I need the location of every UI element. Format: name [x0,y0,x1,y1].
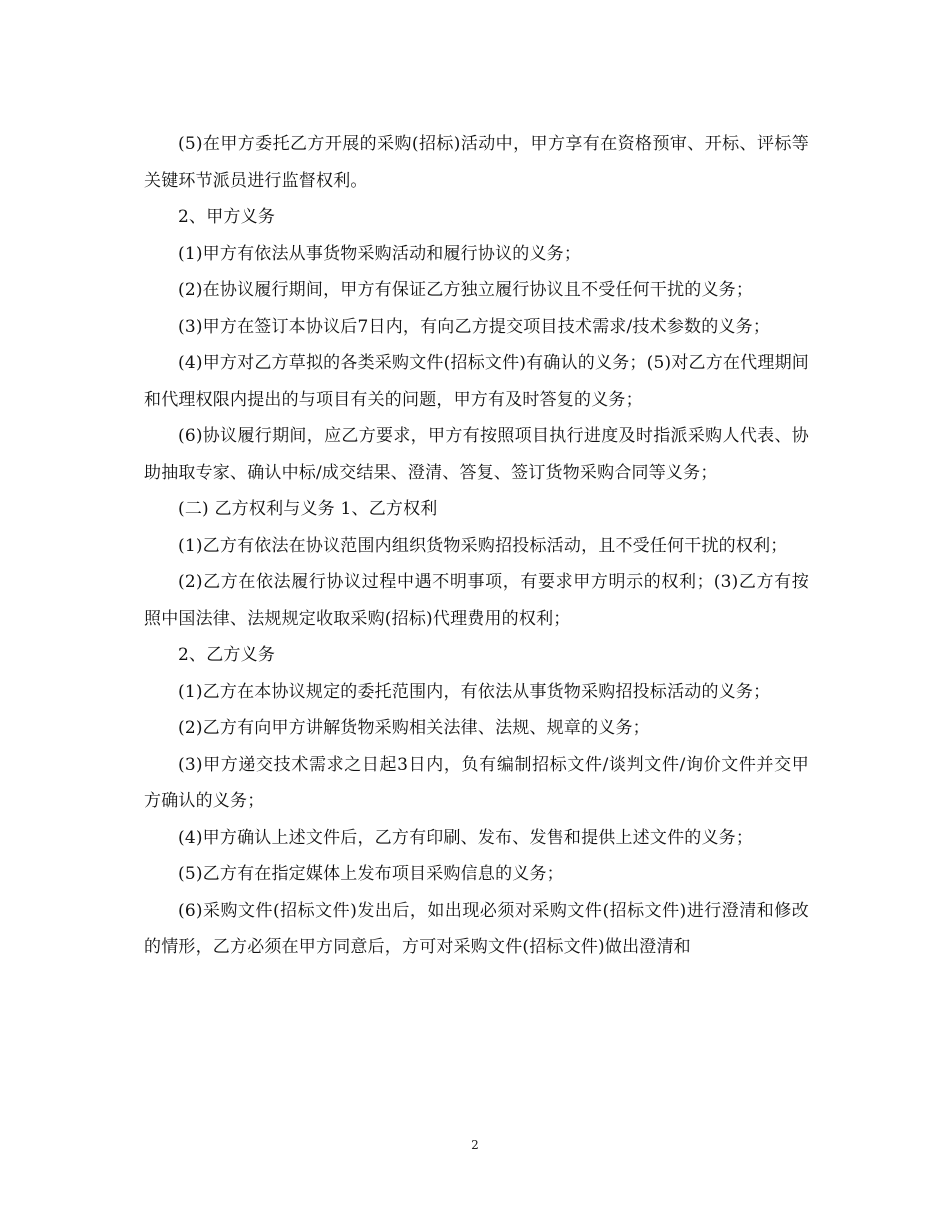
paragraph: (5)在甲方委托乙方开展的采购(招标)活动中，甲方享有在资格预审、开标、评标等关键环节派员进行监督权利。 [144,134,809,191]
paragraph: (2)在协议履行期间，甲方有保证乙方独立履行协议且不受任何干扰的义务； [178,280,754,300]
paragraph: (1)乙方有依法在协议范围内组织货物采购招投标活动，且不受任何干扰的权利； [178,535,788,556]
paragraph: (3)甲方在签订本协议后7日内，有向乙方提交项目技术需求/技术参数的义务； [178,316,771,337]
section-heading: (二) 乙方权利与义务 1、乙方权利 [178,499,438,519]
paragraph: (4)甲方确认上述文件后，乙方有印刷、发布、发售和提供上述文件的义务； [178,827,754,848]
section-heading: 2、乙方义务 [178,645,276,665]
paragraph: (2)乙方有向甲方讲解货物采购相关法律、法规、规章的义务； [178,718,650,738]
paragraph: (4)甲方对乙方草拟的各类采购文件(招标文件)有确认的义务；(5)对乙方在代理期间和代理权限内提出的与项目有关的问题，甲方有及时答复的义务； [144,353,809,410]
section-heading: 2、甲方义务 [178,207,276,227]
document-body [144,126,809,966]
paragraph: (1)甲方有依法从事货物采购活动和履行协议的义务； [178,243,582,264]
paragraph: (3)甲方递交技术需求之日起3日内，负有编制招标文件/谈判文件/询价文件并交甲方确认的义务； [144,754,809,811]
page-number: 2 [471,1138,479,1152]
paragraph: (1)乙方在本协议规定的委托范围内，有依法从事货物采购招投标活动的义务； [178,681,771,702]
paragraph: (6)采购文件(招标文件)发出后，如出现必须对采购文件(招标文件)进行澄清和修改的情形，乙方必须在甲方同意后，方可对采购文件(招标文件)做出澄清和 [144,900,809,957]
paragraph: (6)协议履行期间，应乙方要求，甲方有按照项目执行进度及时指派采购人代表、协助抽取专家、确认中标/成交结果、澄清、答复、签订货物采购合同等义务； [144,426,809,483]
paragraph: (2)乙方在依法履行协议过程中遇不明事项，有要求甲方明示的权利；(3)乙方有按照中国法律、法规规定收取采购(招标)代理费用的权利； [144,572,809,629]
paragraph: (5)乙方有在指定媒体上发布项目采购信息的义务； [178,864,564,884]
